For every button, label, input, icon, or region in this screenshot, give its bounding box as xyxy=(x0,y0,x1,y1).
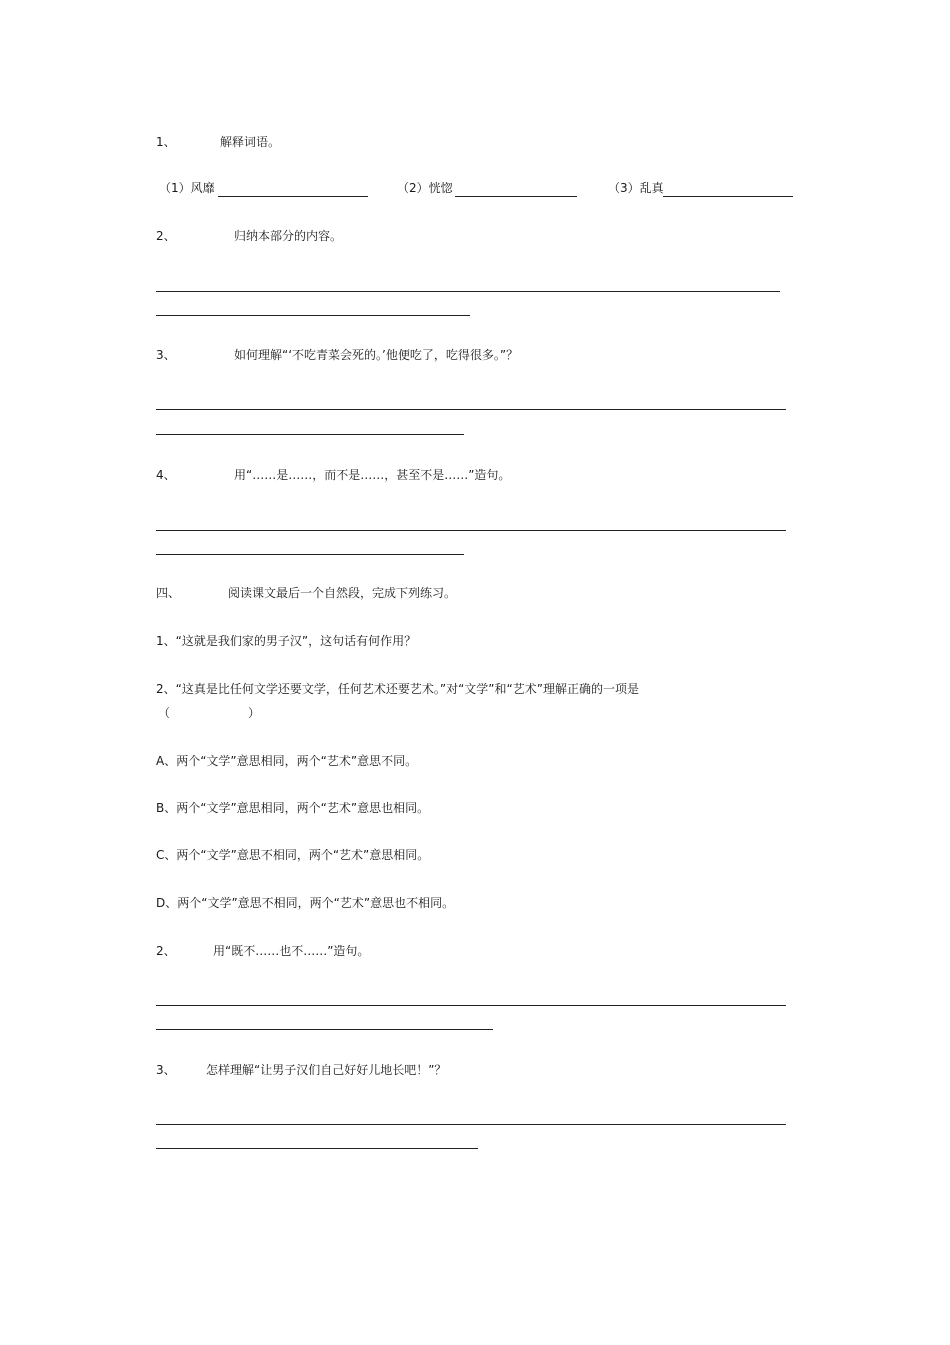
q4-answer-line[interactable] xyxy=(156,530,786,531)
q4-prompt: 用“……是……，而不是……，甚至不是……”造句。 xyxy=(234,468,511,482)
q3-answer-line[interactable] xyxy=(156,409,786,410)
s1-question: 1、“这就是我们家的男子汉”，这句话有何作用？ xyxy=(156,634,417,648)
option-a[interactable]: A、两个“文学”意思相同，两个“艺术”意思不同。 xyxy=(156,754,418,768)
s2-question: 2、“这真是比任何文学还要文学，任何艺术还要艺术。”对“文学”和“艺术”理解正确的一项是 xyxy=(156,682,639,696)
s2-paren-close: ） xyxy=(248,706,261,720)
q4-number: 4、 xyxy=(156,468,176,482)
s2b-answer-line[interactable] xyxy=(156,1029,493,1030)
q1-word-label: （3）乱真 xyxy=(608,181,664,195)
s3-answer-line[interactable] xyxy=(156,1124,786,1125)
s2b-answer-line[interactable] xyxy=(156,1005,786,1006)
q1-answer-line-1[interactable] xyxy=(218,196,368,197)
s2-paren-open: （ xyxy=(158,706,171,720)
q1-answer-line-3[interactable] xyxy=(663,196,793,197)
s2b-number: 2、 xyxy=(156,944,176,958)
q2-answer-line[interactable] xyxy=(156,291,780,292)
q2-answer-line[interactable] xyxy=(156,315,470,316)
section4-heading: 阅读课文最后一个自然段，完成下列练习。 xyxy=(228,586,457,600)
option-d[interactable]: D、两个“文学”意思不相同，两个“艺术”意思也不相同。 xyxy=(156,896,455,910)
s2b-prompt: 用“既不……也不……”造句。 xyxy=(213,944,370,958)
q3-answer-line[interactable] xyxy=(156,434,464,435)
s3-number: 3、 xyxy=(156,1063,176,1077)
q1-answer-line-2[interactable] xyxy=(455,196,577,197)
q3-prompt: 如何理解“‘不吃青菜会死的。’他便吃了，吃得很多。”？ xyxy=(234,348,519,362)
q1-word-label: （2）恍惚 xyxy=(397,181,453,195)
s3-answer-line[interactable] xyxy=(156,1148,478,1149)
option-b[interactable]: B、两个“文学”意思相同，两个“艺术”意思也相同。 xyxy=(156,801,430,815)
q2-prompt: 归纳本部分的内容。 xyxy=(234,229,343,243)
q2-number: 2、 xyxy=(156,229,176,243)
q4-answer-line[interactable] xyxy=(156,554,464,555)
q3-number: 3、 xyxy=(156,348,176,362)
q1-word-label: （1）风靡 xyxy=(159,181,215,195)
q1-prompt: 解释词语。 xyxy=(220,135,281,149)
q1-number: 1、 xyxy=(156,135,176,149)
section4-number: 四、 xyxy=(156,586,181,600)
s3-prompt: 怎样理解“让男子汉们自己好好儿地长吧！”？ xyxy=(206,1063,447,1077)
option-c[interactable]: C、两个“文学”意思不相同，两个“艺术”意思相同。 xyxy=(156,848,430,862)
